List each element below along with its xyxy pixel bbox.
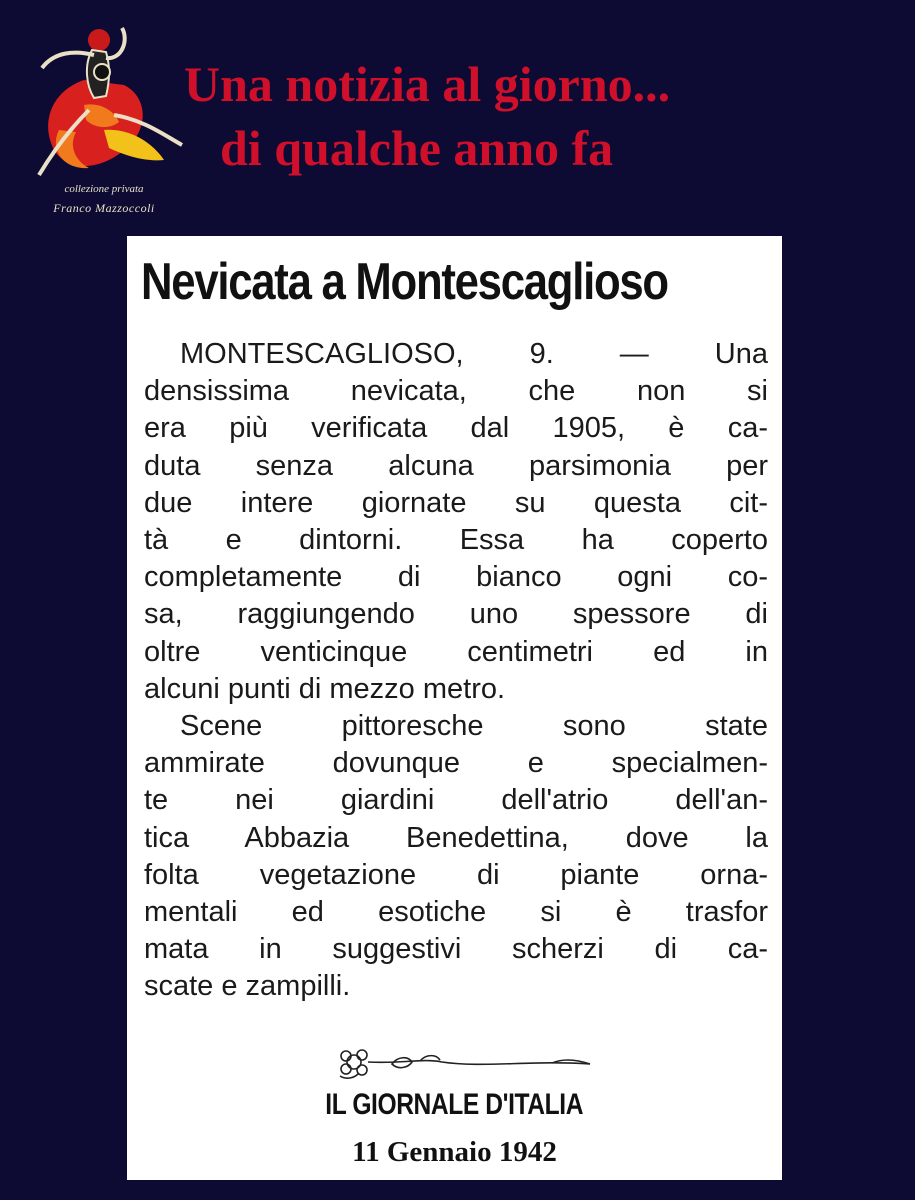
article-line: mentali ed esotiche si è trasfor <box>144 896 768 929</box>
article-body <box>144 336 768 1006</box>
article-line: oltre venticinque centimetri ed in <box>144 635 768 668</box>
article-line: due intere giornate su questa cit- <box>144 486 768 519</box>
article-line: tà e dintorni. Essa ha coperto <box>144 524 768 557</box>
article-line: folta vegetazione di piante orna- <box>144 858 768 891</box>
flower-ornament-icon <box>332 1044 594 1084</box>
headline-line-1: Una notizia al giorno... <box>184 56 671 112</box>
headline-line-2: di qualche anno fa <box>220 120 614 176</box>
article-line: era più verificata dal 1905, è ca- <box>144 412 768 445</box>
newspaper-source <box>127 1088 782 1122</box>
publication-date: 11 Gennaio 1942 <box>352 1136 557 1168</box>
article-line: duta senza alcuna parsimonia per <box>144 449 768 482</box>
article-line: ammirate dovunque e specialmen- <box>144 747 768 780</box>
page-headline <box>178 52 798 180</box>
article-line: te nei giardini dell'atrio dell'an- <box>144 784 768 817</box>
article-line: scate e zampilli. <box>144 970 351 1003</box>
dancer-logo-icon <box>14 10 194 185</box>
logo-caption-owner: Franco Mazzoccoli <box>53 201 155 215</box>
logo-caption-collection: collezione privata <box>64 183 144 195</box>
source-text: IL GIORNALE D'ITALIA <box>325 1088 584 1121</box>
article-line: densissima nevicata, che non si <box>144 375 768 408</box>
article-line: MONTESCAGLIOSO, 9. — Una <box>180 338 768 370</box>
newspaper-clipping <box>127 236 782 1180</box>
article-line: sa, raggiungendo uno spessore di <box>144 598 768 631</box>
article-line: tica Abbazia Benedettina, dove la <box>144 821 768 854</box>
article-line: alcuni punti di mezzo metro. <box>144 672 506 705</box>
collection-logo <box>14 10 194 225</box>
article-line: Scene pittoresche sono state <box>180 710 768 743</box>
article-title: Nevicata a Montescaglioso <box>141 253 668 311</box>
article-line: mata in suggestivi scherzi di ca- <box>144 933 768 966</box>
article-line: completamente di bianco ogni co- <box>144 561 768 594</box>
